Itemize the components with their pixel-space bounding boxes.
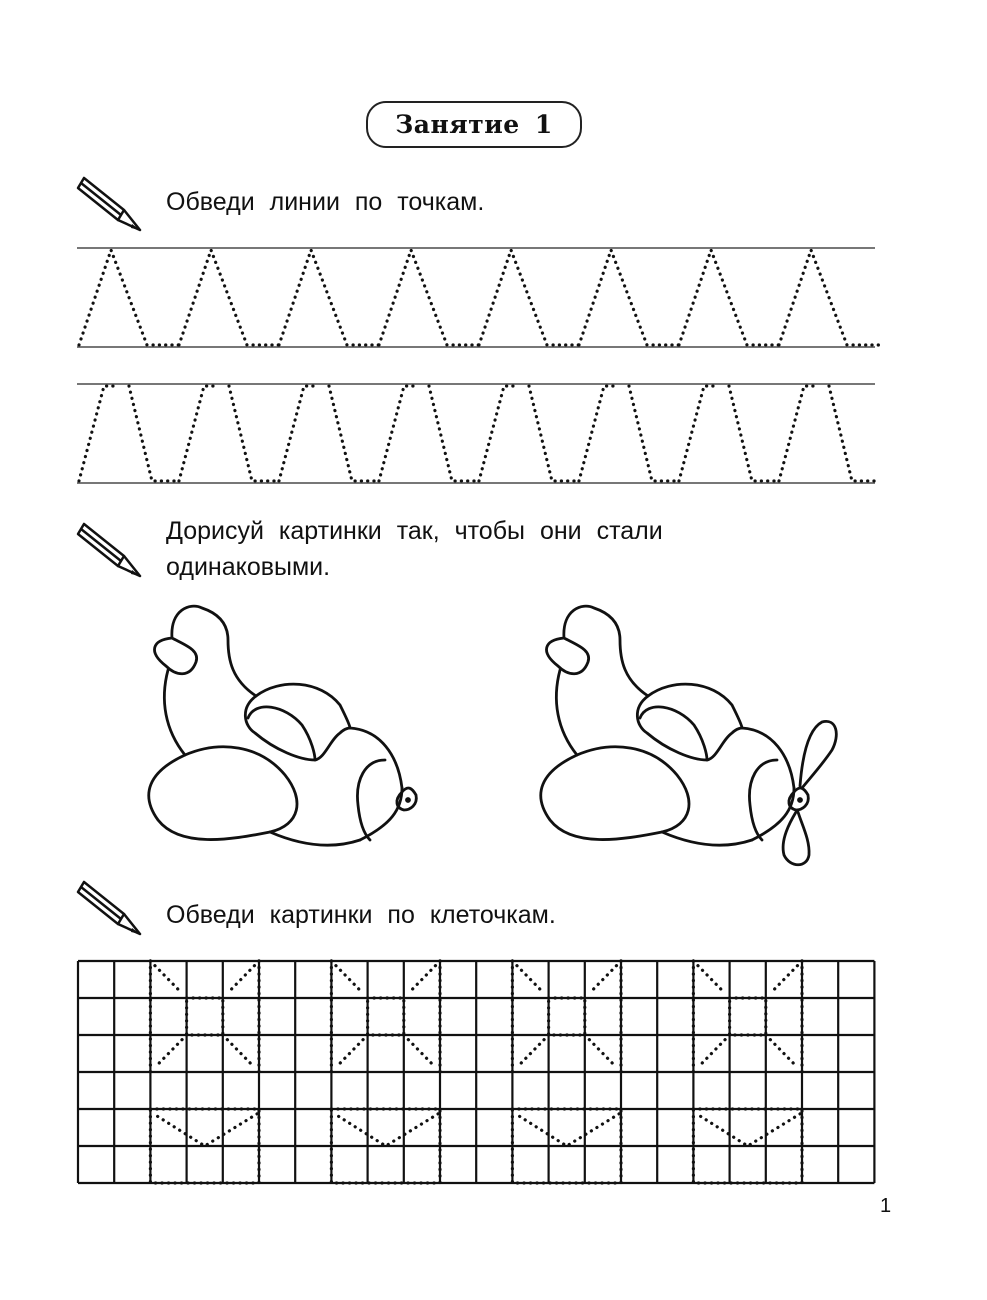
pencil-icon: [74, 522, 146, 580]
task-3-instruction: Обведи картинки по клеточкам.: [166, 901, 556, 929]
task-1-instruction: Обведи линии по точкам.: [166, 188, 485, 216]
task-2-instruction-line2: одинаковыми.: [166, 553, 331, 581]
lesson-title-box: [366, 101, 582, 148]
lesson-title: Занятие 1: [395, 110, 553, 139]
task-2-instruction-line1: Дорисуй картинки так, чтобы они стали: [166, 517, 663, 545]
pencil-icon: [74, 880, 146, 938]
pencil-icon: [74, 176, 146, 234]
page-number: 1: [880, 1195, 892, 1217]
